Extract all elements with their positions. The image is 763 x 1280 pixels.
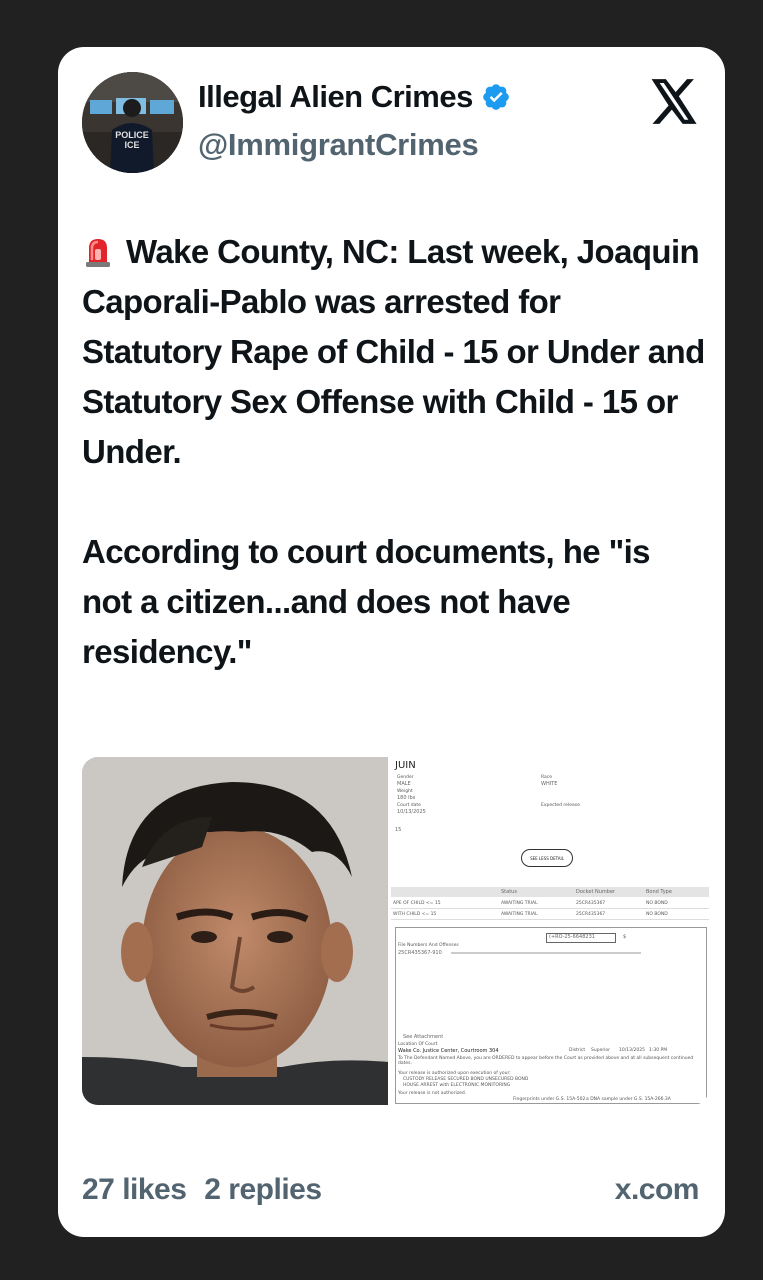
doc-see-attachment: See Attachment <box>403 1034 444 1040</box>
doc-release-label: Expected release <box>541 803 580 808</box>
doc-location-value: Wake Co. Justice Center, Courtroom 304 <box>398 1048 499 1054</box>
see-less-detail-label: SEE LESS DETAIL <box>530 855 564 861</box>
author-handle[interactable]: @ImmigrantCrimes <box>198 127 479 162</box>
doc-court-date-value: 10/13/2025 <box>397 809 426 815</box>
tweet-paragraph-1 <box>82 227 707 477</box>
doc-offenses-label: File Numbers And Offenses <box>398 943 459 948</box>
doc-form-code: $ <box>623 934 627 940</box>
doc-weight-label: Weight <box>397 789 413 794</box>
doc-row1-charge: APE OF CHILD <= 15 <box>393 901 441 906</box>
doc-row2-charge: WITH CHILD <= 15 <box>393 912 437 917</box>
doc-row1-status: AWAITING TRIAL <box>501 901 538 906</box>
x-logo-icon[interactable] <box>649 79 699 125</box>
doc-court-date-label: Court date <box>397 803 421 808</box>
doc-offenses-value: 25CR435367-910 <box>398 950 442 956</box>
doc-row1-bond: NO BOND <box>646 901 668 906</box>
see-less-detail-button[interactable] <box>521 849 573 867</box>
doc-district-label: District <box>569 1048 586 1053</box>
doc-fingerprint-line: Fingerprints under G.S. 15A-502 <box>513 1097 586 1102</box>
likes-count[interactable]: 27 likes <box>82 1173 187 1206</box>
author-avatar[interactable] <box>82 72 183 173</box>
doc-row-number: 15 <box>395 827 402 833</box>
doc-row2-docket: 25CR435367 <box>576 912 606 917</box>
doc-superior-label: Superior <box>591 1048 611 1053</box>
doc-row2-status: AWAITING TRIAL <box>501 912 538 917</box>
doc-form-id: (+RO-25-6648231 <box>549 934 595 940</box>
avatar-badge-line1: POLICE <box>115 130 149 140</box>
tweet-paragraph-2: According to court documents, he "is not a citizen...and does not have residency." <box>82 533 650 670</box>
engagement-stats <box>82 1173 322 1207</box>
doc-gender-label: Gender <box>397 775 414 780</box>
rotating-light-icon <box>82 234 114 268</box>
doc-row1-docket: 25CR435367 <box>576 901 606 906</box>
doc-offense-line <box>451 952 641 954</box>
doc-release-line3: HOUSE ARREST with ELECTRONIC MONITORING <box>403 1083 511 1088</box>
doc-col-docket: Docket Number <box>576 889 616 895</box>
author-display-name[interactable]: Illegal Alien Crimes <box>198 79 473 114</box>
mugshot-image <box>82 757 388 1105</box>
court-document-image[interactable] <box>391 757 709 1105</box>
doc-weight-value: 180 lbs <box>397 795 416 801</box>
doc-defendant-notice: To The Defendant Named Above, you are ORDERED to appear before the Court as provided above and at all subsequent continued dates. <box>398 1056 694 1066</box>
avatar-badge-line2: ICE <box>124 140 140 150</box>
doc-race-value: WHITE <box>541 781 558 787</box>
tweet-card <box>58 47 725 1237</box>
source-link[interactable]: x.com <box>614 1173 699 1206</box>
avatar-image <box>82 72 183 173</box>
doc-name-fragment: JUIN <box>395 760 416 771</box>
doc-release-line1: Your release is authorized upon execution of your: <box>398 1071 511 1076</box>
replies-count[interactable]: 2 replies <box>204 1173 322 1206</box>
doc-gender-value: MALE <box>397 781 411 787</box>
tweet-paragraph-1-text: Wake County, NC: Last week, Joaquin Caporali-Pablo was arrested for Statutory Rape of Child - 15 or Under and Statutory Sex Offense with Child - 15 or Under. <box>82 233 705 470</box>
doc-race-label: Race <box>541 775 553 780</box>
mugshot-photo[interactable] <box>82 757 388 1105</box>
doc-location-label: Location Of Court <box>398 1042 438 1047</box>
doc-not-authorized: Your release is not authorized. <box>398 1091 467 1096</box>
doc-time-value: 1:30 PM <box>649 1048 668 1053</box>
doc-row2-bond: NO BOND <box>646 912 668 917</box>
doc-dna-line: a DNA sample under G.S. 15A-266.3A <box>586 1097 671 1102</box>
verified-badge-icon <box>481 82 511 112</box>
doc-col-status: Status <box>501 889 517 895</box>
tweet-text <box>82 227 707 677</box>
doc-date-value: 10/13/2025 <box>619 1048 645 1053</box>
doc-release-line2: CUSTODY RELEASE SECURED BOND UNSECURED BOND <box>403 1077 529 1082</box>
display-name-row <box>198 79 511 115</box>
doc-col-bond: Bond Type <box>646 889 672 895</box>
